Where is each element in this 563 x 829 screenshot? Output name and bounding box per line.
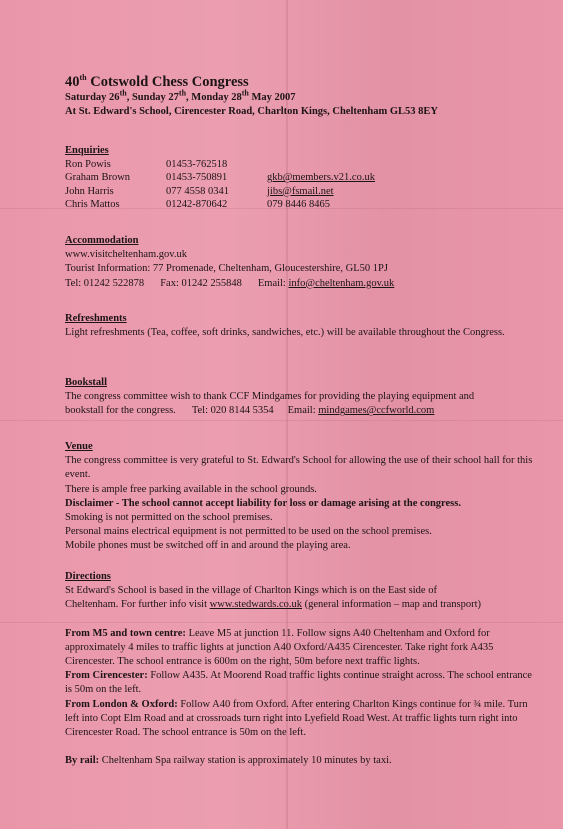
section-heading: Bookstall (65, 377, 108, 388)
contact-name: Graham Brown (65, 172, 131, 184)
bookstall-text: The congress committee wish to thank CCF Mindgames for providing the playing equipment and (65, 391, 475, 403)
directions-cirencester: From Cirencester: Follow A435. At Moorend Road traffic lights continue straight across. The school entrance is 50m on the left. (65, 670, 532, 696)
bookstall-section (65, 376, 535, 419)
contact-row (65, 158, 535, 171)
accommodation-fax: Fax: 01242 255848 (160, 277, 242, 289)
venue-text: The congress committee is very grateful to St. Edward's School for allowing the use of their school hall for this event. (65, 455, 533, 481)
enquiries-section (65, 144, 535, 211)
accommodation-section (65, 234, 535, 291)
school-website-link[interactable]: www.stedwards.co.uk (209, 599, 302, 611)
venue-section (65, 440, 535, 554)
bookstall-contacts: bookstall for the congress. Tel: 020 8144 5354 Email: mindgames@ccfworld.com (65, 405, 435, 417)
accommodation-email-link[interactable]: info@cheltenham.gov.uk (288, 277, 395, 289)
contact-name: Ron Powis (65, 159, 111, 171)
page-title: 40th Cotswold Chess Congress (65, 73, 249, 90)
contact-row (65, 185, 535, 198)
contact-email-link[interactable]: jibs@fsmail.net (267, 185, 334, 197)
section-heading: Directions (65, 571, 111, 582)
directions-intro: St Edward's School is based in the village of Charlton Kings which is on the East side of (65, 585, 437, 597)
section-heading: Enquiries (65, 145, 109, 156)
electrical-text: Personal mains electrical equipment is not permitted to be used on the school premises. (65, 526, 432, 538)
section-heading: Venue (65, 441, 93, 452)
contact-mobile: 079 8446 8465 (267, 198, 330, 210)
refreshments-text: Light refreshments (Tea, coffee, soft drinks, sandwiches, etc.) will be available throughout the Congress. (65, 327, 505, 339)
contact-phone: 01242-870642 (166, 198, 228, 210)
contact-email-link[interactable]: gkb@members.v21.co.uk (267, 172, 375, 184)
contact-name: Chris Mattos (65, 198, 120, 210)
accommodation-contacts: Tel: 01242 522878 Fax: 01242 255848 Email: info@cheltenham.gov.uk (65, 277, 395, 289)
contact-phone: 077 4558 0341 (166, 185, 229, 197)
fold-crease (0, 420, 563, 421)
accommodation-tel: Tel: 01242 522878 (65, 277, 145, 289)
event-dates: Saturday 26th, Sunday 27th, Monday 28th May 2007 (65, 88, 296, 103)
directions-rail: By rail: Cheltenham Spa railway station is approximately 10 minutes by taxi. (65, 755, 392, 767)
tourist-information: Tourist Information: 77 Promenade, Cheltenham, Gloucestershire, GL50 1PJ (65, 263, 388, 275)
contact-phone: 01453-750891 (166, 172, 228, 184)
section-heading: Refreshments (65, 313, 127, 324)
parking-text: There is ample free parking available in the school grounds. (65, 483, 317, 495)
directions-intro-link-line: Cheltenham. For further info visit www.stedwards.co.uk (general information – map and transport) (65, 599, 482, 611)
refreshments-section (65, 312, 535, 340)
directions-section (65, 570, 535, 768)
contact-phone: 01453-762518 (166, 159, 228, 171)
accommodation-website: www.visitcheltenham.gov.uk (65, 249, 187, 261)
directions-m5: From M5 and town centre: Leave M5 at junction 11. Follow signs A40 Cheltenham and Oxford for approximately 4 miles to traffic lights at junction A40 Oxford/A435 Cirencester. Take right fork A435 Cirencester. The school entrance is 600m on the right, 50m before next traffic lights. (65, 627, 494, 668)
contact-row (65, 198, 535, 211)
directions-london-oxford: From London & Oxford: Follow A40 from Oxford. After entering Charlton Kings continue for ¾ mile. Turn left into Copt Elm Road and at crossroads turn right into Lyefield Road West. At traffic lights turn right into Cirencester Road. The school entrance is 50m on the left. (65, 698, 528, 739)
event-venue: At St. Edward's School, Cirencester Road, Charlton Kings, Cheltenham GL53 8EY (65, 106, 438, 117)
disclaimer-text: Disclaimer - The school cannot accept liability for loss or damage arising at the congress. (65, 497, 461, 509)
document-header (65, 74, 535, 119)
bookstall-tel: Tel: 020 8144 5354 (191, 405, 274, 417)
contact-row (65, 171, 535, 184)
section-heading: Accommodation (65, 235, 139, 246)
mobile-phones-text: Mobile phones must be switched off in and around the playing area. (65, 540, 351, 552)
smoking-text: Smoking is not permitted on the school premises. (65, 512, 273, 524)
contact-name: John Harris (65, 185, 114, 197)
bookstall-email-link[interactable]: mindgames@ccfworld.com (318, 405, 435, 417)
